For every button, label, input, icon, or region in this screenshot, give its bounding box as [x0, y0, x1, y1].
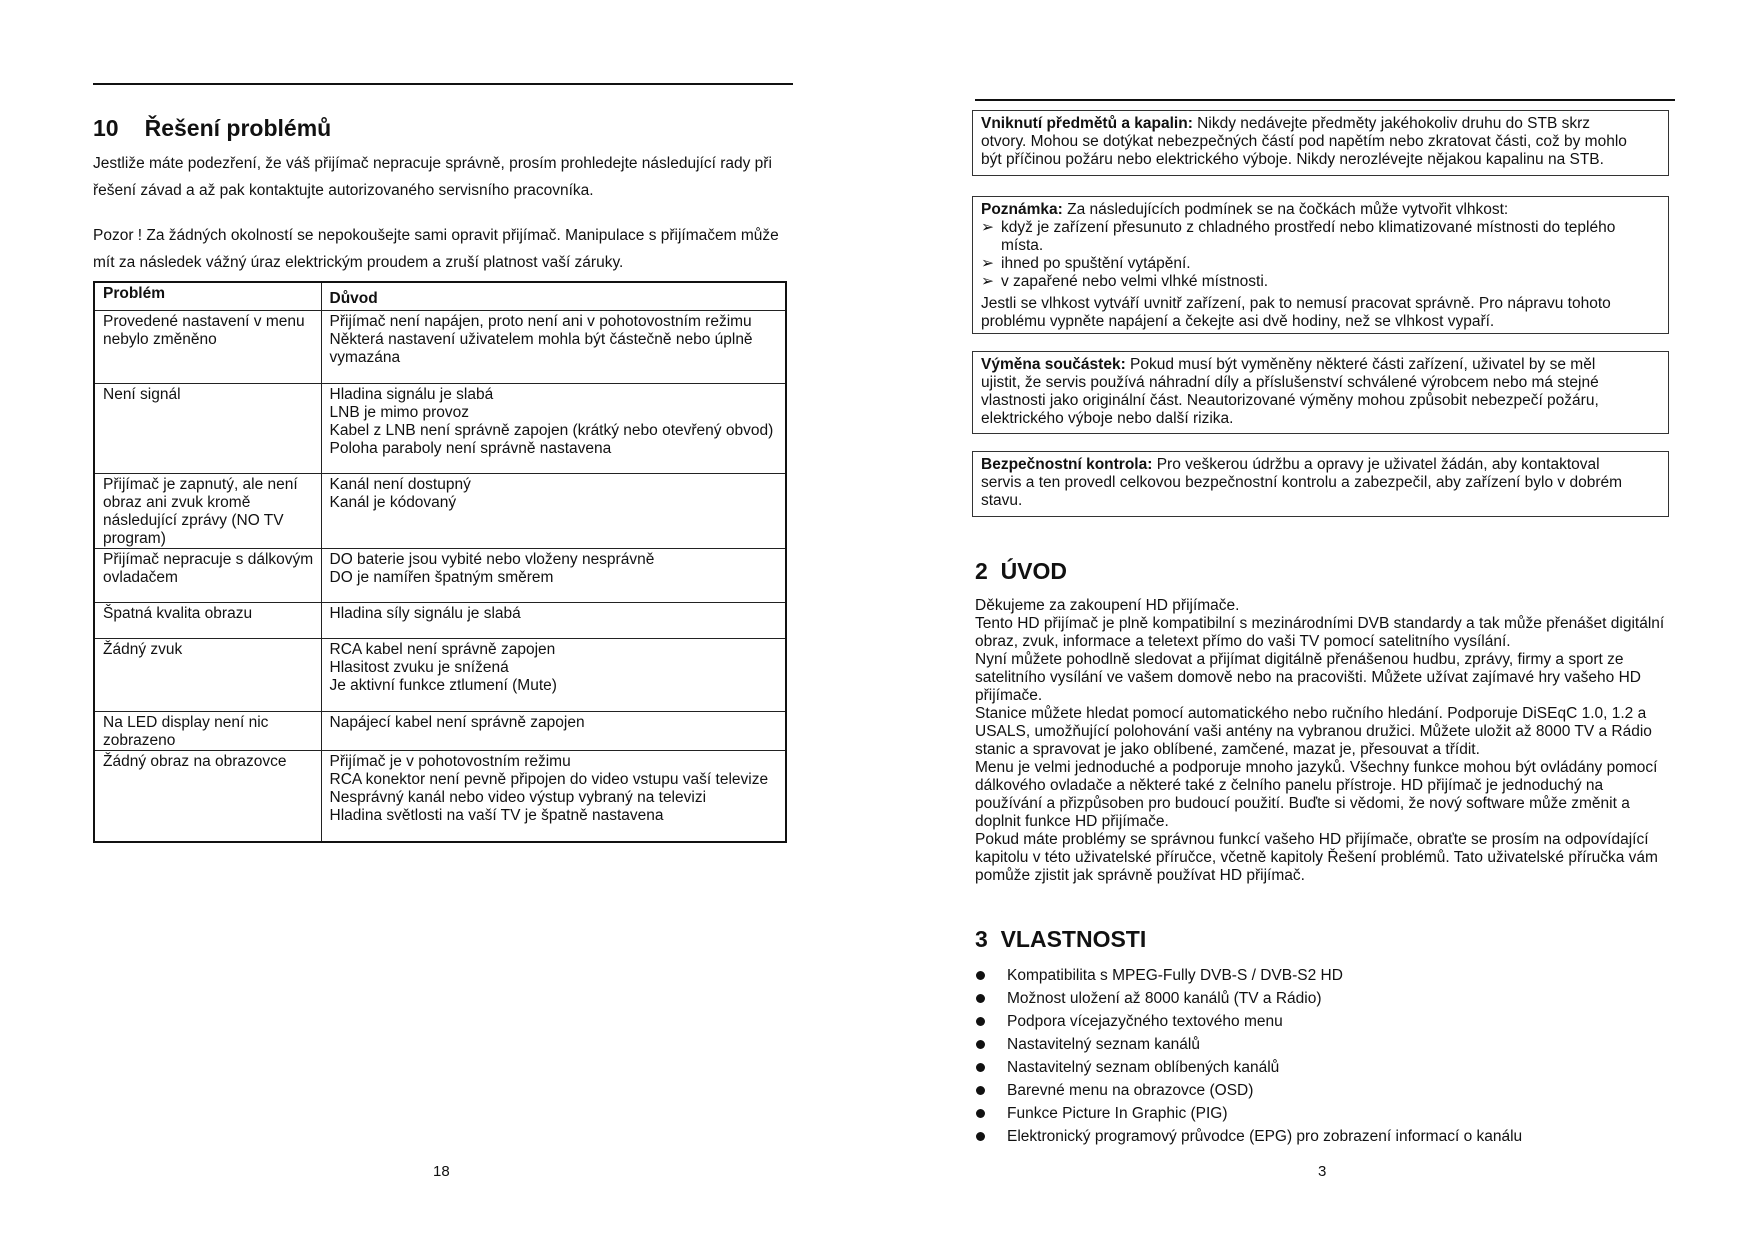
problem-line: zobrazeno	[103, 732, 176, 749]
text-line: být příčinou požáru nebo elektrického výboje. Nikdy nerozlévejte nějakou kapalinu na STB.	[981, 151, 1604, 168]
table-row	[94, 603, 786, 639]
table-row	[94, 311, 786, 384]
intro-paragraph	[93, 150, 772, 204]
table-row	[94, 751, 786, 842]
problem-cell	[94, 474, 321, 549]
section-heading-features: 3 VLASTNOSTI	[975, 926, 1147, 952]
problem-cell	[94, 751, 321, 842]
reason-cell	[321, 751, 786, 842]
bullet-icon	[976, 1086, 985, 1095]
table-row	[94, 639, 786, 712]
text-line: otvory. Mohou se dotýkat nebezpečných částí pod napětím nebo zkratovat části, což by mohlo	[981, 133, 1627, 150]
text-line: Menu je velmi jednoduché a podporuje mnoho jazyků. Všechny funkce mohou být ovládány pomocí	[975, 759, 1658, 776]
feature-label: Funkce Picture In Graphic (PIG)	[1007, 1104, 1228, 1122]
list-item	[972, 1056, 1522, 1079]
section-heading-troubleshooting	[93, 115, 331, 142]
note-item	[981, 219, 1660, 255]
reason-line: Napájecí kabel není správně zapojen	[329, 714, 585, 731]
text-line: řešení závad a až pak kontaktujte autorizovaného servisního pracovníka.	[93, 182, 594, 199]
problem-cell	[94, 384, 321, 474]
table-row	[94, 712, 786, 751]
reason-line: Přijímač je v pohotovostním režimu	[329, 753, 571, 770]
safety-check-box	[972, 451, 1669, 517]
bullet-icon	[976, 1017, 985, 1026]
box-label: Bezpečnostní kontrola:	[981, 456, 1153, 473]
text-line: Nyní můžete pohodlně sledovat a přijímat digitálně přenášenou hudbu, zprávy, firmy a sport ze	[975, 651, 1624, 668]
section-number: 10	[93, 115, 119, 141]
problem-cell	[94, 712, 321, 751]
text-line: Tento HD přijímač je plně kompatibilní s mezinárodními DVB standardy a tak může přenášet digitální	[975, 615, 1665, 632]
page-number-right: 3	[1318, 1163, 1327, 1180]
troubleshooting-table	[93, 281, 787, 843]
text-line: Jestli se vlhkost vytváří uvnitř zařízení, pak to nemusí pracovat správně. Pro nápravu tohoto	[981, 295, 1611, 312]
feature-label: Nastavitelný seznam oblíbených kanálů	[1007, 1058, 1280, 1076]
box-label: Výměna součástek:	[981, 356, 1126, 373]
text-line: Stanice můžete hledat pomocí automatického nebo ručního hledání. Podporuje DiSEqC 1.0, 1.2 a	[975, 705, 1647, 722]
problem-cell	[94, 639, 321, 712]
text-line: problému vypněte napájení a čekejte asi dvě hodiny, než se vlhkost vypaří.	[981, 313, 1495, 330]
column-header-reason: Důvod	[321, 282, 786, 311]
text-line: stavu.	[981, 492, 1023, 509]
feature-label: Barevné menu na obrazovce (OSD)	[1007, 1081, 1254, 1099]
text-line: v zapařené nebo velmi vlhké místnosti.	[1001, 273, 1269, 290]
reason-cell	[321, 639, 786, 712]
text-line: satelitního vysílání ve vašem domově nebo na pracovišti. Můžete užívat zajímavé hry vašeho HD	[975, 669, 1641, 686]
reason-line: Přijímač není napájen, proto není ani v pohotovostním režimu	[329, 313, 752, 330]
feature-label: Elektronický programový průvodce (EPG) pro zobrazení informací o kanálu	[1007, 1127, 1523, 1145]
problem-cell	[94, 311, 321, 384]
reason-line: Hlasitost zvuku je snížená	[329, 659, 509, 676]
reason-line: Poloha paraboly není správně nastavena	[329, 440, 612, 457]
page-number-left: 18	[433, 1163, 450, 1180]
list-item	[972, 1010, 1522, 1033]
problem-line: Přijímač je zapnutý, ale není	[103, 476, 298, 493]
reason-line: vymazána	[329, 349, 401, 366]
problem-line: Žádný obraz na obrazovce	[103, 753, 287, 770]
feature-label: Možnost uložení až 8000 kanálů (TV a Rádio)	[1007, 989, 1322, 1007]
bullet-icon	[976, 971, 985, 980]
text-line: Nikdy nedávejte předměty jakéhokoliv druhu do STB skrz	[1192, 115, 1591, 132]
reason-line: RCA kabel není správně zapojen	[329, 641, 556, 658]
arrow-bullet-icon: ➢	[981, 219, 994, 236]
list-item	[972, 1079, 1522, 1102]
reason-line: Hladina signálu je slabá	[329, 386, 494, 403]
list-item	[972, 964, 1522, 987]
section-title: Řešení problémů	[144, 115, 332, 141]
reason-line: Některá nastavení uživatelem mohla být částečně nebo úplně	[329, 331, 753, 348]
parts-replacement-box	[972, 351, 1669, 434]
reason-cell	[321, 384, 786, 474]
bullet-icon	[976, 1132, 985, 1141]
box-label: Vniknutí předmětů a kapalin:	[981, 115, 1193, 132]
text-line: Za následujících podmínek se na čočkách může vytvořit vlhkost:	[1062, 201, 1509, 218]
problem-line: Není signál	[103, 386, 181, 403]
problem-line: obraz ani zvuk kromě	[103, 494, 251, 511]
problem-cell	[94, 603, 321, 639]
reason-line: Kanál není dostupný	[329, 476, 471, 493]
table-row	[94, 384, 786, 474]
text-line: stanic a spravovat je jako oblíbené, zamčené, mazat je, přesouvat a třídit.	[975, 741, 1480, 758]
reason-line: LNB je mimo provoz	[329, 404, 470, 421]
problem-line: Na LED display není nic	[103, 714, 269, 731]
text-line: obraz, zvuk, informace a teletext přímo do vaši TV pomocí satelitního vysílání.	[975, 633, 1511, 650]
feature-label: Podpora vícejazyčného textového menu	[1007, 1012, 1283, 1030]
text-line: doplnit funkce HD přijímače.	[975, 813, 1169, 830]
problem-line: Provedené nastavení v menu	[103, 313, 305, 330]
text-line: kapitolu v této uživatelské příručce, včetně kapitoly Řešení problémů. Tato uživatelské příručka vám	[975, 849, 1658, 866]
list-item	[972, 1102, 1522, 1125]
reason-line: Nesprávný kanál nebo video výstup vybraný na televizi	[329, 789, 707, 806]
arrow-bullet-icon: ➢	[981, 273, 994, 290]
text-line: místa.	[1001, 237, 1044, 254]
ingress-warning-box	[972, 110, 1669, 176]
text-line: Jestliže máte podezření, že váš přijímač nepracuje správně, prosím prohledejte následující rady při	[93, 155, 772, 172]
table-row	[94, 474, 786, 549]
problem-line: program)	[103, 530, 166, 547]
features-list	[972, 964, 1522, 1148]
feature-label: Kompatibilita s MPEG-Fully DVB-S / DVB-S2 HD	[1007, 966, 1343, 984]
problem-line: následující zprávy (NO TV	[103, 512, 284, 529]
text-line: Pro veškerou údržbu a opravy je uživatel žádán, aby kontaktoval	[1152, 456, 1600, 473]
reason-line: Kanál je kódovaný	[329, 494, 457, 511]
note-item	[981, 255, 1660, 273]
note-item	[981, 273, 1660, 291]
reason-line: Hladina světlosti na vaší TV je špatně nastavena	[329, 807, 664, 824]
text-line: mít za následek vážný úraz elektrickým proudem a zruší platnost vaší záruky.	[93, 254, 624, 271]
top-rule-left	[93, 83, 793, 85]
table-row	[94, 549, 786, 603]
reason-line: Kabel z LNB není správně zapojen (krátký nebo otevřený obvod)	[329, 422, 774, 439]
text-line: pomůže zjistit jak správně používat HD přijímač.	[975, 867, 1305, 884]
warning-paragraph	[93, 222, 779, 276]
bullet-icon	[976, 1040, 985, 1049]
top-rule-right	[975, 99, 1675, 101]
problem-cell	[94, 549, 321, 603]
text-line: Děkujeme za zakoupení HD přijímače.	[975, 597, 1240, 614]
problem-line: Špatná kvalita obrazu	[103, 605, 253, 622]
problem-line: Přijímač nepracuje s dálkovým	[103, 551, 314, 568]
list-item	[972, 1033, 1522, 1056]
text-line: přijímače.	[975, 687, 1043, 704]
reason-line: Hladina síly signálu je slabá	[329, 605, 521, 622]
text-line: servis a ten provedl celkovou bezpečnostní kontrolu a zabezpečil, aby zařízení bylo v dobrém	[981, 474, 1623, 491]
text-line: Pozor ! Za žádných okolností se nepokoušejte sami opravit přijímač. Manipulace s přijímačem může	[93, 227, 779, 244]
bullet-icon	[976, 1109, 985, 1118]
bullet-icon	[976, 994, 985, 1003]
list-item	[972, 987, 1522, 1010]
reason-cell	[321, 311, 786, 384]
feature-label: Nastavitelný seznam kanálů	[1007, 1035, 1200, 1053]
note-box	[972, 196, 1669, 334]
text-line: když je zařízení přesunuto z chladného prostředí nebo klimatizované místnosti do teplého	[1001, 219, 1616, 236]
text-line: Pokud máte problémy se správnou funkcí vašeho HD přijímače, obraťte se prosím na odpovídající	[975, 831, 1649, 848]
reason-cell	[321, 474, 786, 549]
text-line: Pokud musí být vyměněny některé části zařízení, uživatel by se měl	[1125, 356, 1596, 373]
problem-line: Žádný zvuk	[103, 641, 183, 658]
bullet-icon	[976, 1063, 985, 1072]
text-line: elektrického výboje nebo další rizika.	[981, 410, 1234, 427]
text-line: ujistit, že servis používá náhradní díly a příslušenství schválené výrobcem nebo má stejné	[981, 374, 1599, 391]
reason-cell	[321, 549, 786, 603]
text-line: USALS, umožňující polohování vaši antény na vybranou družici. Můžete uložit až 8000 TV a Rádio	[975, 723, 1652, 740]
text-line: dálkového ovladače a některé také z čelního panelu přístroje. HD přijímač je jednoduchý na	[975, 777, 1604, 794]
reason-cell	[321, 712, 786, 751]
problem-line: ovladačem	[103, 569, 178, 586]
reason-line: Je aktivní funkce ztlumení (Mute)	[329, 677, 557, 694]
reason-line: DO je namířen špatným směrem	[329, 569, 554, 586]
problem-line: nebylo změněno	[103, 331, 217, 348]
list-item	[972, 1125, 1522, 1148]
reason-cell	[321, 603, 786, 639]
reason-line: RCA konektor není pevně připojen do video vstupu vaší televize	[329, 771, 769, 788]
column-header-problem: Problém	[94, 282, 321, 311]
text-line: používání a přizpůsoben pro budoucí použití. Buďte si vědomi, že nový software může změnit a	[975, 795, 1630, 812]
box-label: Poznámka:	[981, 201, 1063, 218]
arrow-bullet-icon: ➢	[981, 255, 994, 272]
text-line: vlastnosti jako originální část. Neautorizované výměny mohou způsobit nebezpečí požáru,	[981, 392, 1599, 409]
reason-line: DO baterie jsou vybité nebo vloženy nesprávně	[329, 551, 655, 568]
text-line: ihned po spuštění vytápění.	[1001, 255, 1191, 272]
section-heading-intro: 2 ÚVOD	[975, 558, 1068, 584]
intro-text	[975, 597, 1664, 885]
